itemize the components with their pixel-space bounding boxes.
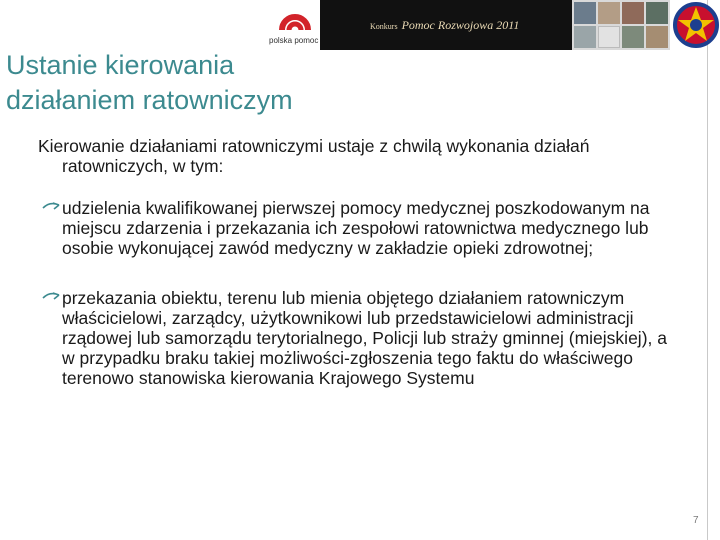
logo-text: polska pomoc xyxy=(269,36,319,45)
photo-6 xyxy=(598,26,620,48)
slide-body xyxy=(38,136,688,418)
bullet-text: przekazania obiektu, terenu lub mienia objętego działaniem ratowniczym właścicielowi, zarządcy, użytkownikowi lub przedstawicielowi administracji rządowej lub samorządu terytorialnego, Policji lub straży gminnej (miejskiej), a w przypadku braku takiej możliwości-zgłoszenia tego faktu do właściwego terenowo stanowiska kierowania Krajowego Systemu xyxy=(62,288,667,388)
photo-7 xyxy=(622,26,644,48)
slide-title-line-2: działaniem ratowniczym xyxy=(6,85,293,115)
contest-banner xyxy=(320,0,572,50)
photo-8 xyxy=(646,26,668,48)
list-item xyxy=(38,288,682,388)
polska-pomoc-emblem-icon xyxy=(278,4,312,34)
photo-1 xyxy=(574,2,596,24)
bullet-list xyxy=(38,198,688,388)
list-item xyxy=(38,198,682,258)
polska-pomoc-logo xyxy=(266,0,324,50)
banner-small-text: Konkurs xyxy=(370,22,398,31)
bullet-arrow-icon xyxy=(42,201,60,215)
photo-4 xyxy=(646,2,668,24)
slide-title-line-1: Ustanie kierowania xyxy=(6,50,235,80)
fire-service-emblem xyxy=(672,0,720,50)
intro-paragraph: Kierowanie działaniami ratowniczymi ustaje z chwilą wykonania działań ratowniczych, w tym: xyxy=(38,136,590,176)
bullet-arrow-icon xyxy=(42,291,60,305)
photo-2 xyxy=(598,2,620,24)
slide-title xyxy=(6,48,293,118)
slide-right-border xyxy=(707,0,708,540)
fire-service-shield-icon xyxy=(672,0,720,50)
page-number: 7 xyxy=(693,515,699,526)
banner-title: Pomoc Rozwojowa 2011 xyxy=(401,18,520,32)
photo-5 xyxy=(574,26,596,48)
header-photo-collage xyxy=(572,0,670,50)
photo-3 xyxy=(622,2,644,24)
bullet-text: udzielenia kwalifikowanej pierwszej pomocy medycznej poszkodowanym na miejscu zdarzenia i przekazania ich zespołowi ratownictwa medycznego lub osobie wykonującej zawód medyczny w zakładzie opieki zdrowotnej; xyxy=(62,198,650,258)
